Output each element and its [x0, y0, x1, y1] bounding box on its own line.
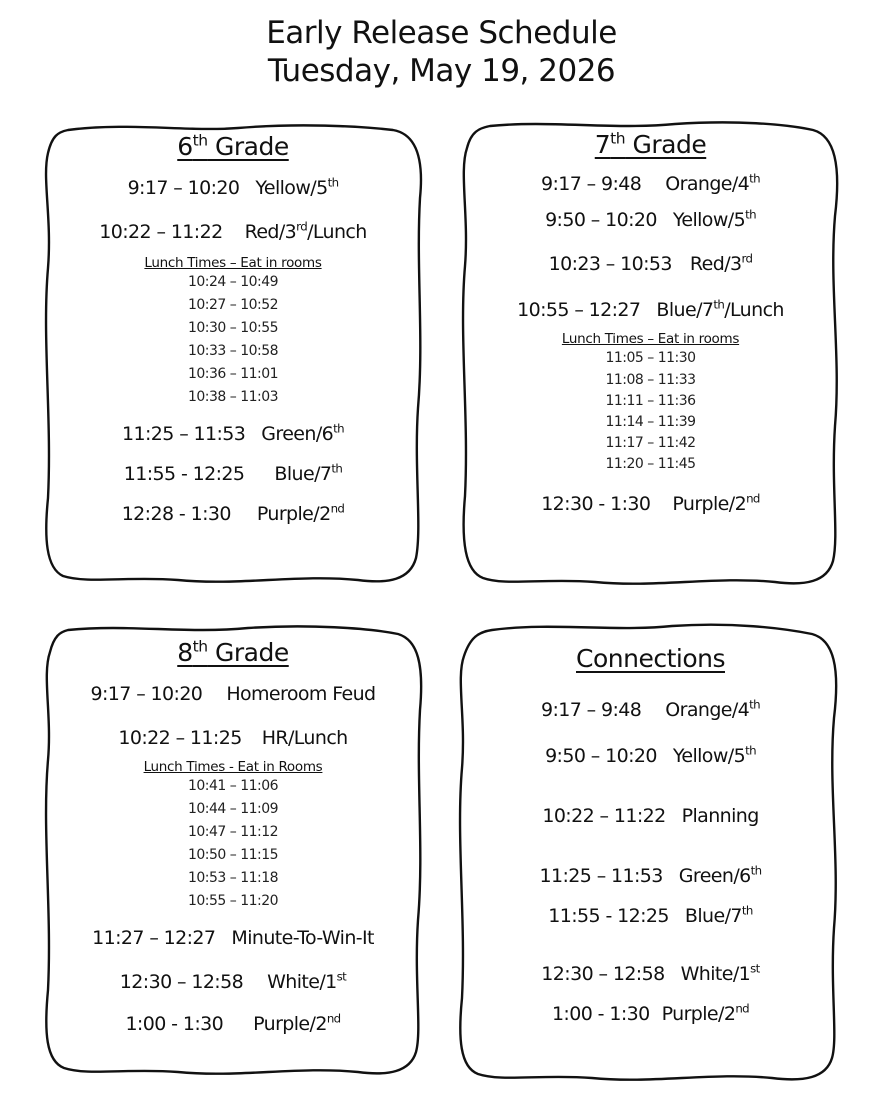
- schedule-row: 10:23 – 10:53 Red/3rd: [548, 251, 753, 275]
- schedule-row: 10:22 – 11:22 Red/3rd/Lunch: [99, 219, 367, 243]
- lunch-slot: 11:20 – 11:45: [605, 456, 696, 472]
- period-label: Orange/4th: [665, 697, 761, 721]
- schedule-row: 12:30 – 12:58 White/1st: [541, 961, 760, 985]
- schedule-row: 1:00 - 1:30 Purple/2nd: [551, 1001, 750, 1025]
- period-label: Green/6th: [261, 421, 344, 445]
- schedule-row: 9:50 – 10:20 Yellow/5th: [545, 743, 756, 767]
- schedule-row: 10:22 – 11:22 Planning: [542, 805, 759, 827]
- schedule-title: Early Release Schedule: [266, 15, 617, 51]
- period-label: Blue/7th: [274, 461, 343, 485]
- period-label: Blue/7th/Lunch: [656, 297, 784, 321]
- lunch-slot: 10:38 – 11:03: [187, 389, 279, 405]
- schedule-row: 11:27 – 12:27 Minute-To-Win-It: [92, 927, 374, 949]
- schedule-row: 10:55 – 12:27 Blue/7th/Lunch: [517, 297, 784, 321]
- panel-7th-grade: [478, 130, 823, 515]
- lunch-slot: 11:17 – 11:42: [605, 435, 696, 451]
- lunch-slot: 10:50 – 11:15: [187, 847, 279, 863]
- schedule-row: 1:00 - 1:30 Purple/2nd: [125, 1011, 341, 1035]
- period-label: Minute-To-Win-It: [231, 927, 374, 949]
- panel-title-connections: Connections: [576, 644, 725, 673]
- period-label: Yellow/5th: [672, 207, 756, 231]
- schedule-row: 9:50 – 10:20 Yellow/5th: [545, 207, 756, 231]
- period-label: Red/3rd: [689, 251, 753, 275]
- period-label: Purple/2nd: [253, 1011, 341, 1035]
- schedule-row: 12:28 - 1:30 Purple/2nd: [121, 501, 345, 525]
- panel-title-8th: 8th Grade: [177, 637, 289, 667]
- lunch-slot: 10:44 – 11:09: [187, 801, 279, 817]
- period-label: Purple/2nd: [672, 491, 760, 515]
- schedule-row: 11:55 - 12:25 Blue/7th: [123, 461, 343, 485]
- schedule-date: Tuesday, May 19, 2026: [267, 53, 616, 89]
- panel-connections: [478, 644, 823, 1025]
- lunch-slot: 11:05 – 11:30: [605, 350, 696, 366]
- schedule-row: 9:17 – 9:48 Orange/4th: [540, 171, 761, 195]
- period-label: Yellow/5th: [255, 175, 339, 199]
- lunch-times-heading: Lunch Times – Eat in rooms: [561, 331, 740, 347]
- panel-title-7th: 7th Grade: [594, 129, 707, 159]
- period-label: Yellow/5th: [672, 743, 756, 767]
- schedule-row: 12:30 - 1:30 Purple/2nd: [541, 491, 760, 515]
- period-label: Red/3rd/Lunch: [244, 219, 367, 243]
- lunch-slot: 10:27 – 10:52: [187, 297, 279, 313]
- lunch-times-heading: Lunch Times – Eat in rooms: [144, 255, 322, 271]
- schedule-row: 11:55 - 12:25 Blue/7th: [548, 903, 753, 927]
- lunch-slot: 10:24 – 10:49: [187, 274, 279, 290]
- panel-6th-grade: [58, 132, 408, 525]
- schedule-row: 9:17 – 9:48 Orange/4th: [540, 697, 761, 721]
- lunch-slot: 10:47 – 11:12: [187, 824, 279, 840]
- lunch-slot: 10:55 – 11:20: [187, 893, 279, 909]
- period-label: Orange/4th: [665, 171, 761, 195]
- schedule-row: 12:30 – 12:58 White/1st: [119, 969, 347, 993]
- document-header: [0, 14, 883, 90]
- schedule-row: 9:17 – 10:20 Homeroom Feud: [90, 683, 376, 705]
- period-label: Homeroom Feud: [226, 683, 376, 705]
- lunch-slot: 10:36 – 11:01: [187, 366, 279, 382]
- period-label: HR/Lunch: [261, 727, 348, 749]
- schedule-row: 9:17 – 10:20 Yellow/5th: [127, 175, 339, 199]
- lunch-slot: 11:08 – 11:33: [605, 372, 696, 388]
- lunch-slot: 11:14 – 11:39: [605, 414, 696, 430]
- period-label: White/1st: [267, 969, 347, 993]
- period-label: Green/6th: [678, 863, 762, 887]
- period-label: Purple/2nd: [256, 501, 345, 525]
- panel-8th-grade: [58, 638, 408, 1035]
- period-label: White/1st: [680, 961, 760, 985]
- period-label: Blue/7th: [684, 903, 753, 927]
- lunch-slot: 10:33 – 10:58: [187, 343, 279, 359]
- lunch-slot: 11:11 – 11:36: [605, 393, 696, 409]
- schedule-row: 11:25 – 11:53 Green/6th: [539, 863, 762, 887]
- period-label: Purple/2nd: [661, 1001, 750, 1025]
- schedule-row: 10:22 – 11:25 HR/Lunch: [118, 727, 348, 749]
- lunch-slot: 10:30 – 10:55: [187, 320, 279, 336]
- panel-title-6th: 6th Grade: [177, 131, 289, 161]
- lunch-slot: 10:53 – 11:18: [187, 870, 279, 886]
- lunch-times-heading: Lunch Times - Eat in Rooms: [143, 759, 323, 775]
- period-label: Planning: [681, 805, 759, 827]
- lunch-slot: 10:41 – 11:06: [187, 778, 279, 794]
- schedule-row: 11:25 – 11:53 Green/6th: [122, 421, 344, 445]
